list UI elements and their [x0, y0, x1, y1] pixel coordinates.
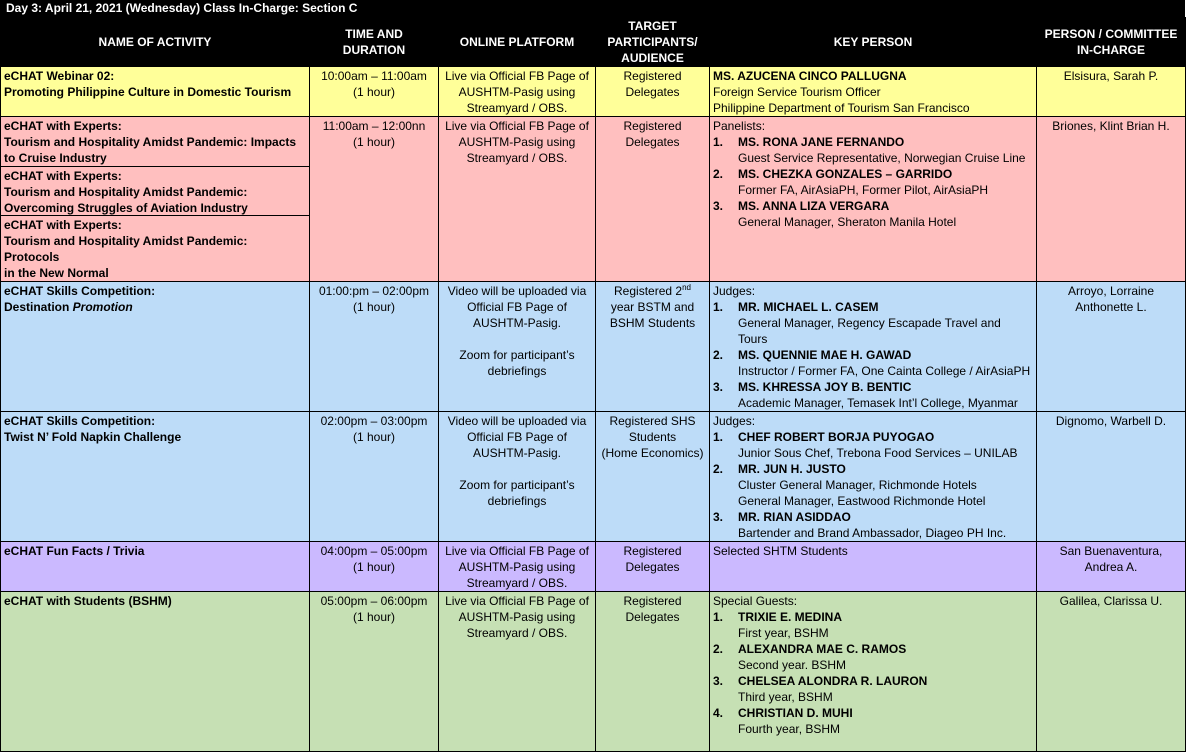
day-title: Day 3: April 21, 2021 (Wednesday) Class In-Charge: Section C — [0, 0, 1185, 17]
header-row — [1, 18, 1186, 67]
key-person-cell: Panelists: 1. MS. RONA JANE FERNANDO Guest Service Representative, Norwegian Cruise Line 2. MS. CHEZKA GONZALES – GARRIDO Former FA, AirAsiaPH, Former Pilot, AirAsiaPH 3. MS. ANNA LIZA VERGARA General Manager, Sheraton Manila Hotel — [710, 117, 1037, 282]
activity-cell: eCHAT Skills Competition: Twist N’ Fold Napkin Challenge — [1, 412, 310, 542]
table-row — [1, 412, 1186, 542]
table-row — [1, 282, 1186, 412]
activity-cell: eCHAT Skills Competition: Destination Promotion — [1, 282, 310, 412]
platform-cell: Live via Official FB Page of AUSHTM-Pasig using Streamyard / OBS. — [439, 67, 596, 117]
key-person-cell: Judges: 1. MR. MICHAEL L. CASEM General Manager, Regency Escapade Travel and Tours 2. MS. QUENNIE MAE H. GAWAD Instructor / Former FA, One Cainta College / AirAsiaPH 3. MS. KHRESSA JOY B. BENTIC Academic Manager, Temasek Int’l College, Myanmar — [710, 282, 1037, 412]
time-cell: 02:00pm – 03:00pm (1 hour) — [310, 412, 439, 542]
target-cell: Registered Delegates — [596, 542, 710, 592]
person-cell: Galilea, Clarissa U. — [1037, 592, 1186, 752]
activity-sub-2: eCHAT with Experts: Tourism and Hospitality Amidst Pandemic: Overcoming Struggles of Aviation Industry — [1, 167, 309, 216]
header-target: TARGET PARTICIPANTS/ AUDIENCE — [596, 18, 710, 67]
key-person-cell: Special Guests: 1. TRIXIE E. MEDINA First year, BSHM 2. ALEXANDRA MAE C. RAMOS Second year. BSHM 3. CHELSEA ALONDRA R. LAURON Third year, BSHM 4. CHRISTIAN D. MUHI Fourth year, BSHM — [710, 592, 1037, 752]
key-person-cell: Selected SHTM Students — [710, 542, 1037, 592]
table-row — [1, 67, 1186, 117]
target-cell: Registered 2nd year BSTM and BSHM Students — [596, 282, 710, 412]
header-person-in-charge: PERSON / COMMITTEE IN-CHARGE — [1037, 18, 1186, 67]
person-cell: Arroyo, Lorraine Anthonette L. — [1037, 282, 1186, 412]
target-cell: Registered SHS Students (Home Economics) — [596, 412, 710, 542]
person-cell: San Buenaventura, Andrea A. — [1037, 542, 1186, 592]
platform-cell: Video will be uploaded via Official FB Page of AUSHTM-Pasig. Zoom for participant’s debriefings — [439, 412, 596, 542]
target-cell: Registered Delegates — [596, 592, 710, 752]
time-cell: 04:00pm – 05:00pm (1 hour) — [310, 542, 439, 592]
table-row — [1, 542, 1186, 592]
platform-cell: Live via Official FB Page of AUSHTM-Pasig using Streamyard / OBS. — [439, 592, 596, 752]
table-row — [1, 117, 1186, 282]
platform-cell: Live via Official FB Page of AUSHTM-Pasig using Streamyard / OBS. — [439, 542, 596, 592]
key-person-cell: Judges: 1. CHEF ROBERT BORJA PUYOGAO Junior Sous Chef, Trebona Food Services – UNILAB 2. MR. JUN H. JUSTO Cluster General Manager, Richmonde Hotels General Manager, Eastwood Richmonde Hotel 3. MR. RIAN ASIDDAO Bartender and Brand Ambassador, Diageo PH Inc. — [710, 412, 1037, 542]
target-cell: Registered Delegates — [596, 117, 710, 282]
activity-cell: eCHAT Webinar 02: Promoting Philippine Culture in Domestic Tourism — [1, 67, 310, 117]
table-row — [1, 592, 1186, 752]
schedule-table — [0, 17, 1186, 752]
header-platform: ONLINE PLATFORM — [439, 18, 596, 67]
activity-cell: eCHAT Fun Facts / Trivia — [1, 542, 310, 592]
activity-sub-1: eCHAT with Experts: Tourism and Hospitality Amidst Pandemic: Impacts to Cruise Industry — [1, 117, 309, 167]
person-cell: Elsisura, Sarah P. — [1037, 67, 1186, 117]
person-cell: Dignomo, Warbell D. — [1037, 412, 1186, 542]
key-person-cell: MS. AZUCENA CINCO PALLUGNA Foreign Service Tourism Officer Philippine Department of Tourism San Francisco — [710, 67, 1037, 117]
header-key-person: KEY PERSON — [710, 18, 1037, 67]
header-time: TIME AND DURATION — [310, 18, 439, 67]
time-cell: 01:00:pm – 02:00pm (1 hour) — [310, 282, 439, 412]
time-cell: 10:00am – 11:00am (1 hour) — [310, 67, 439, 117]
platform-cell: Live via Official FB Page of AUSHTM-Pasig using Streamyard / OBS. — [439, 117, 596, 282]
activity-cell — [1, 117, 310, 282]
activity-sub-3: eCHAT with Experts: Tourism and Hospitality Amidst Pandemic: Protocols in the New Normal — [4, 218, 248, 280]
time-cell: 11:00am – 12:00nn (1 hour) — [310, 117, 439, 282]
header-activity: NAME OF ACTIVITY — [1, 18, 310, 67]
activity-cell: eCHAT with Students (BSHM) — [1, 592, 310, 752]
platform-cell: Video will be uploaded via Official FB Page of AUSHTM-Pasig. Zoom for participant’s debriefings — [439, 282, 596, 412]
person-cell: Briones, Klint Brian H. — [1037, 117, 1186, 282]
time-cell: 05:00pm – 06:00pm (1 hour) — [310, 592, 439, 752]
target-cell: Registered Delegates — [596, 67, 710, 117]
